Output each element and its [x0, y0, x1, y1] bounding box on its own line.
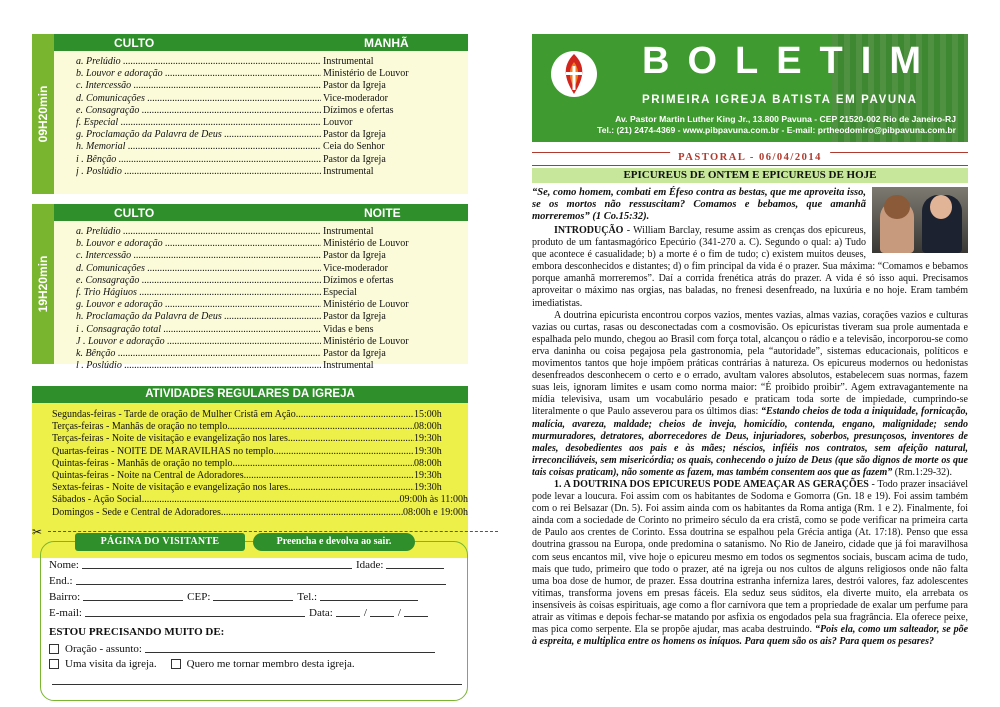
activity-item: Sextas-feiras - Noite de visitação e evangelização nos lares ..... 19:30h: [52, 482, 468, 494]
member-checkbox[interactable]: [171, 659, 181, 669]
district-label: Bairro:: [49, 591, 81, 603]
program-item: e. Consagração ..... Dízimos e ofertas: [76, 105, 409, 117]
extra-row: [49, 674, 466, 687]
pastors-photo: [872, 187, 968, 253]
cep-field[interactable]: [213, 590, 293, 601]
pastoral-label: PASTORAL - 06/04/2014: [670, 152, 830, 163]
church-address: Av. Pastor Martin Luther King Jr., 13.800 Pavuna - CEP 21520-002 Rio de Janeiro-RJ Tel.: (21) 2474-4369 - www.pibpavuna.com.br - E-mail: prtheodomiro@pibpavuna.com.br: [597, 114, 956, 135]
age-label: Idade:: [355, 559, 384, 571]
morning-list: [76, 56, 409, 178]
visitor-form: [40, 536, 468, 701]
morning-program: [32, 34, 468, 194]
evening-list: [76, 226, 409, 372]
member-label: Quero me tornar membro desta igreja.: [186, 658, 355, 670]
program-item: d. Comunicações ..... Vice-moderador: [76, 263, 409, 275]
visitor-title: PÁGINA DO VISITANTE: [75, 533, 245, 551]
program-item: f. Trio Hágiuos ..... Especial: [76, 287, 409, 299]
header-banner: [532, 34, 968, 142]
program-item: c. Intercessão ..... Pastor da Igreja: [76, 250, 409, 262]
activity-item: Quartas-feiras - NOITE DE MARAVILHAS no templo ..... 19:30h: [52, 446, 468, 458]
prayer-label: Oração - assunto:: [65, 642, 142, 655]
article-title: EPICUREUS DE ONTEM E EPICUREUS DE HOJE: [532, 168, 968, 183]
prayer-row: [49, 642, 439, 655]
paragraph-doctrine: A doutrina epicurista encontrou corpos vazios, mentes vazias, almas vazias, corações vazios e culturas vazias ou curtas, rasas ou desconectadas com a cosmovisão. Os epicuristas tiveram sua prole aumentada e espalhada pelo mundo, chegou ao Brasil com força total, alcançou o rádio e a televisão, incorporou-se como erva daninha ou coisa pegajosa pela gastronomia, pela “autoridade”, sistemas educacionais, políticos e movimentos tantos que hoje impõem práticas contrárias à natureza. Os epicureus modernos ou hedonistas desenfreados desconhecem o certo e o errado, avultam valores absolutos, estabelecem suas normas, fazem suas leis, ignoram limites e usam como norma maior: “É proibido proibir”. Agem extravagantemente na mídia televisiva, usam um vocabulário pesado e praticam toda sorte de impiedade, cumprindo-se literalmente o que Paulo asseverou para os últimos dias: “Estando cheios de toda a iniquidade, fornicação, malícia, avareza, maldade; cheios de inveja, homicídio, contenda, engano, malignidade; sendo murmuradores, detratores, aborrecedores de Deus, injuriadores, soberbos, presunçosos, inventores de males, desobedientes aos pais e às mães; néscios, infiéis nos contratos, sem afeição natural, irreconciliáveis, sem misericórdia; os quais, conhecendo o juízo de Deus (que são dignos de morte os que tais coisas praticam), não somente as fazem, mas também consentem aos que as fazem” (Rm.1:29-32).: [532, 309, 968, 478]
program-item: j . Poslúdio ..... Instrumental: [76, 166, 409, 178]
name-field[interactable]: [82, 558, 352, 569]
email-field[interactable]: [85, 606, 305, 617]
article-epigraph: “Se, como homem, combati em Éfeso contra as bestas, que me aproveita isso, se os mortos não ressuscitam? Comamos e bebamos, que amanhã morreremos” (1 Co.15:32).: [532, 187, 866, 222]
phone-label: Tel.:: [297, 591, 318, 603]
program-item: k. Bênção ..... Pastor da Igreja: [76, 348, 409, 360]
activity-item: Domingos - Sede e Central de Adoradores ..... 08:00h e 19:00h: [52, 507, 468, 519]
morning-col1: CULTO: [114, 36, 155, 50]
visit-checkbox[interactable]: [49, 659, 59, 669]
program-item: b. Louvor e adoração ..... Ministério de Louvor: [76, 238, 409, 250]
article-body: [532, 187, 968, 648]
cep-label: CEP:: [187, 591, 211, 603]
morning-time-bar: 09H20min: [32, 34, 54, 194]
church-name: PRIMEIRA IGREJA BATISTA EM PAVUNA: [642, 94, 918, 106]
age-field[interactable]: [386, 558, 444, 569]
date-month-field[interactable]: [370, 606, 394, 617]
activity-item: Terças-feiras - Manhãs de oração no templo ..... 08:00h: [52, 421, 468, 433]
email-row: E-mail: Data: / /: [49, 606, 432, 619]
program-item: h. Proclamação da Palavra de Deus ..... Pastor da Igreja: [76, 311, 409, 323]
evening-program: [32, 204, 468, 372]
name-row: [49, 558, 448, 571]
activities-list: [32, 403, 468, 519]
date-label: Data:: [309, 607, 333, 619]
activity-item: Terças-feiras - Noite de visitação e evangelização nos lares ..... 19:30h: [52, 433, 468, 445]
program-item: g. Louvor e adoração ..... Ministério de Louvor: [76, 299, 409, 311]
program-item: g. Proclamação da Palavra de Deus ..... Pastor da Igreja: [76, 129, 409, 141]
program-item: e. Consagração ..... Dízimos e ofertas: [76, 275, 409, 287]
program-item: i . Consagração total ..... Vidas e bens: [76, 324, 409, 336]
activity-item: Segundas-feiras - Tarde de oração de Mulher Cristã em Ação ..... 15:00h: [52, 409, 468, 421]
morning-col2: MANHÃ: [364, 36, 409, 50]
district-row: [49, 590, 422, 603]
email-label: E-mail:: [49, 607, 82, 619]
visitor-subtitle: Preencha e devolva ao sair.: [253, 533, 415, 551]
evening-header: [54, 204, 468, 221]
right-page: [532, 34, 968, 648]
evening-time-bar: 19H20min: [32, 204, 54, 364]
activity-item: Quintas-feiras - Noite na Central de Adoradores ..... 19:30h: [52, 470, 468, 482]
address-label: End.:: [49, 575, 73, 587]
program-item: b. Louvor e adoração ..... Ministério de Louvor: [76, 68, 409, 80]
left-page: [32, 34, 468, 670]
evening-col1: CULTO: [114, 206, 155, 220]
program-item: a. Prelúdio ..... Instrumental: [76, 56, 409, 68]
district-field[interactable]: [83, 590, 183, 601]
prayer-checkbox[interactable]: [49, 644, 59, 654]
options-row: [49, 658, 355, 670]
phone-field[interactable]: [320, 590, 418, 601]
morning-header: [54, 34, 468, 51]
scissors-icon: ✂: [32, 525, 43, 539]
activity-item: Quintas-feiras - Manhãs de oração no templo ..... 08:00h: [52, 458, 468, 470]
address-row: [49, 574, 450, 587]
paragraph-intro: INTRODUÇÃO - William Barclay, resume assim as crenças dos epicureus, produto de um fantasmagórico Epecúrio (341-270 a. C). Segundo o qual: a) Tudo que acontece é casualidade; b) a morte é o fim de tudo; c) existem muitos deuses, embora desconhecidos e distantes; d) o fim principal da vida é o prazer. Sua máxima: “Comamos e bebamos porque amanhã morreremos”. Daí a corrida frenética atrás do prazer. A vida é só isso aqui. Precisamos aproveitar o máximo nas orgias, nas baladas, no frenesi desenfreado, na luxúria e no hoje. Eram também imediatistas.: [532, 225, 968, 309]
program-item: d. Comunicações ..... Vice-moderador: [76, 93, 409, 105]
prayer-field[interactable]: [145, 642, 435, 653]
pastoral-label-bar: [532, 152, 968, 166]
program-item: c. Intercessão ..... Pastor da Igreja: [76, 80, 409, 92]
address-field[interactable]: [76, 574, 446, 585]
date-day-field[interactable]: [336, 606, 360, 617]
visit-label: Uma visita da igreja.: [65, 658, 157, 670]
date-year-field[interactable]: [404, 606, 428, 617]
program-item: a. Prelúdio ..... Instrumental: [76, 226, 409, 238]
program-item: l . Poslúdio ..... Instrumental: [76, 360, 409, 372]
activity-item: Sábados - Ação Social ..... 09:00h às 11:00h: [52, 494, 468, 506]
bulletin-title: BOLETIM: [642, 40, 939, 82]
program-item: J . Louvor e adoração ..... Ministério de Louvor: [76, 336, 409, 348]
church-logo-icon: [548, 48, 600, 100]
activities-title: ATIVIDADES REGULARES DA IGREJA: [32, 386, 468, 403]
paragraph-section-1: 1. A DOUTRINA DOS EPICUREUS PODE AMEAÇAR AS GERAÇÕES - Todo prazer insaciável pode levar a loucura. Foi assim com os habitantes de Sodoma e Gomorra (Gn. 18 e 19). Foi assim também com o rei Belsazar (Dn. 5). Foi assim ainda com os habitantes da Roma antiga (Rm. 1 e 2). Finalmente, foi ainda com a sociedade de Corinto no primeiro século da era cristã, como se pode verificar na primeira carta de Paulo aos crentes de Corinto. Essa doutrina se espalhou pela Grécia antiga (At. 17:18). Penso que essa doutrina grassou na Europa, onde predomina o satanismo. No Rio de Janeiro, cidade que já foi maravilhosa com seus encantos mil, vive hoje o epicureu mesmo em todos os segmentos sociais, buscam acima de tudo, mais que tudo, primeiro que todo o prazer, até na igreja ou nos cultos de alguns religiosos onde não falta uma boa dose de humor, de prazer. Essa doutrina estranha inferniza lares, destrói valores, faz adolescentes vítimas, transforma jovens em presas fáceis. Ela seduz seus súditos, ela diverte muito, ela arrebata os insensíveis às coisas espirituais, age como a flor carnívora que tem a propriedade de exalar um perfume para atrair as vítimas e depois fechar-se matando por asfixia os engodados pela sua fragrância. Ela oferece peixe, mas pica como serpente. Ela se propõe ajudar, mas acaba destruindo. “Pois ela, como um salteador, se põe à espreita, e multiplica entre os homens os iníquos. Para quem são os ais? Para quem os pesares?: [532, 478, 969, 648]
program-item: h. Memorial ..... Ceia do Senhor: [76, 141, 409, 153]
name-label: Nome:: [49, 559, 79, 571]
program-item: f. Especial ..... Louvor: [76, 117, 409, 129]
evening-col2: NOITE: [364, 206, 401, 220]
extra-field[interactable]: [52, 674, 462, 685]
needs-heading: ESTOU PRECISANDO MUITO DE:: [49, 626, 225, 638]
program-item: i . Bênção ..... Pastor da Igreja: [76, 154, 409, 166]
